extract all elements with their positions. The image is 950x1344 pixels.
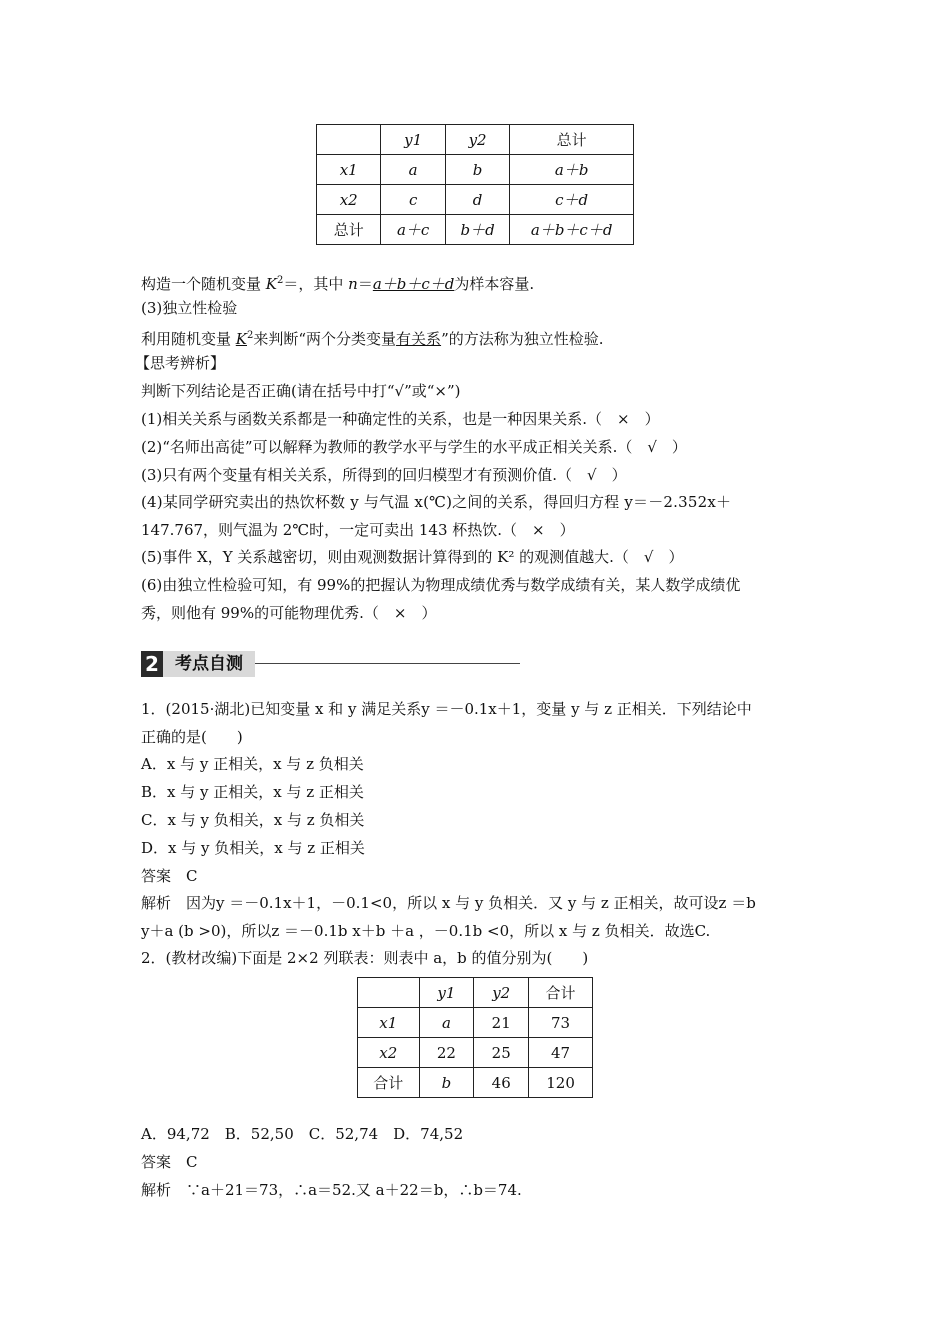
- text-segment: 2: [277, 275, 284, 286]
- judge-item-2: (2)“名师出高徒”可以解释为教师的教学水平与学生的水平成正相关关系.（ √ ）: [141, 438, 687, 456]
- table-cell: 120: [529, 1068, 593, 1098]
- table-header-y2: y2: [474, 978, 529, 1008]
- table-cell: b: [419, 1068, 474, 1098]
- table-cell: b: [445, 155, 509, 185]
- q2-stem: 2．(教材改编)下面是 2×2 列联表：则表中 a，b 的值分别为( ): [141, 949, 589, 967]
- q1-option-d: D．x 与 y 负相关，x 与 z 正相关: [141, 839, 365, 857]
- table-cell: a: [381, 155, 445, 185]
- table-cell: d: [445, 185, 509, 215]
- q1-stem-line1: 1．(2015·湖北)已知变量 x 和 y 满足关系y ＝－0.1x＋1，变量 y 与 z 正相关．下列结论中: [141, 700, 752, 718]
- table-cell: [317, 125, 381, 155]
- judge-item-5: (5)事件 X，Y 关系越密切，则由观测数据计算得到的 K² 的观测值越大.（ √ ）: [141, 548, 684, 566]
- table-header-y1: y1: [419, 978, 474, 1008]
- judge-item-6-line1: (6)由独立性检验可知，有 99%的把握认为物理成绩优秀与数学成绩有关，某人数学成绩优: [141, 576, 741, 594]
- judge-item-6-line2: 秀，则他有 99%的可能物理优秀.（ × ）: [141, 604, 437, 622]
- q1-option-c: C．x 与 y 负相关，x 与 z 负相关: [141, 811, 365, 829]
- table-cell: c: [381, 185, 445, 215]
- table-header-y2: y2: [445, 125, 509, 155]
- text-segment: 构造一个随机变量: [141, 275, 266, 293]
- k2-definition-line: [141, 271, 534, 294]
- judge-item-4-line2: 147.767，则气温为 2℃时，一定可卖出 143 杯热饮.（ × ）: [141, 521, 575, 539]
- contingency-table-general: [316, 124, 634, 245]
- table-cell: 21: [474, 1008, 529, 1038]
- think-heading: 【思考辨析】: [135, 354, 226, 372]
- text-segment: n: [348, 275, 358, 293]
- subsection-heading: (3)独立性检验: [141, 299, 238, 317]
- underlined-answer: 有关系: [396, 330, 442, 348]
- table-cell: 46: [474, 1068, 529, 1098]
- text-segment: 为样本容量.: [454, 275, 535, 293]
- q2-options: A．94,72 B．52,50 C．52,74 D．74,52: [141, 1125, 464, 1143]
- q1-option-a: A．x 与 y 正相关，x 与 z 负相关: [141, 755, 364, 773]
- table-cell: a: [419, 1008, 474, 1038]
- underlined-answer: a＋b＋c＋d: [372, 275, 455, 293]
- text-segment: ”的方法称为独立性检验.: [441, 330, 604, 348]
- section-number-badge: 2: [141, 651, 163, 677]
- text-segment: ＝: [357, 275, 373, 293]
- table-row-label: x2: [317, 185, 381, 215]
- q1-answer: 答案 C: [141, 867, 198, 885]
- table-row-label: x1: [358, 1008, 420, 1038]
- independence-test-definition: [141, 326, 604, 349]
- contingency-table-numeric: [357, 977, 593, 1098]
- text-segment: 来判断“两个分类变量: [253, 330, 397, 348]
- judge-item-4-line1: (4)某同学研究卖出的热饮杯数 y 与气温 x(℃)之间的关系，得回归方程 y＝－2.352x＋: [141, 493, 732, 511]
- table-cell: a＋c: [381, 215, 445, 245]
- q1-analysis-line2: y＋a (b >0)，所以z ＝－0.1b x＋b ＋a ，－0.1b <0，所以 x 与 z 负相关．故选C.: [141, 922, 711, 940]
- table-header-y1: y1: [381, 125, 445, 155]
- judge-item-3: (3)只有两个变量有相关关系，所得到的回归模型才有预测价值.（ √ ）: [141, 466, 627, 484]
- underlined-answer: K: [235, 330, 247, 348]
- q2-analysis: 解析 ∵a＋21＝73，∴a＝52.又 a＋22＝b，∴b＝74.: [141, 1181, 522, 1199]
- table-cell: a＋b: [510, 155, 634, 185]
- table-header-total: 总计: [510, 125, 634, 155]
- text-segment: ＝，其中: [283, 275, 349, 293]
- table-cell: 47: [529, 1038, 593, 1068]
- table-row-label: x1: [317, 155, 381, 185]
- text-segment: 利用随机变量: [141, 330, 236, 348]
- table-cell: a＋b＋c＋d: [510, 215, 634, 245]
- text-segment: K: [265, 275, 277, 293]
- table-header-total: 合计: [529, 978, 593, 1008]
- table-cell: 22: [419, 1038, 474, 1068]
- table-row-label: 总计: [317, 215, 381, 245]
- table-cell: c＋d: [510, 185, 634, 215]
- q1-analysis-line1: 解析 因为y ＝－0.1x＋1，－0.1<0，所以 x 与 y 负相关．又 y 与 z 正相关，故可设z ＝b: [141, 894, 756, 912]
- table-cell: [358, 978, 420, 1008]
- table-cell: b＋d: [445, 215, 509, 245]
- section-divider: [255, 663, 520, 664]
- text-segment: 2: [247, 330, 254, 341]
- table-row-label: 合计: [358, 1068, 420, 1098]
- q1-stem-line2: 正确的是( ): [141, 728, 243, 746]
- q1-option-b: B．x 与 y 正相关，x 与 z 正相关: [141, 783, 364, 801]
- table-cell: 73: [529, 1008, 593, 1038]
- table-row-label: x2: [358, 1038, 420, 1068]
- judge-item-1: (1)相关关系与函数关系都是一种确定性的关系，也是一种因果关系.（ × ）: [141, 410, 660, 428]
- section-title: 考点自测: [163, 651, 255, 677]
- judge-instruction: 判断下列结论是否正确(请在括号中打“√”或“×”): [141, 382, 461, 400]
- table-cell: 25: [474, 1038, 529, 1068]
- q2-answer: 答案 C: [141, 1153, 198, 1171]
